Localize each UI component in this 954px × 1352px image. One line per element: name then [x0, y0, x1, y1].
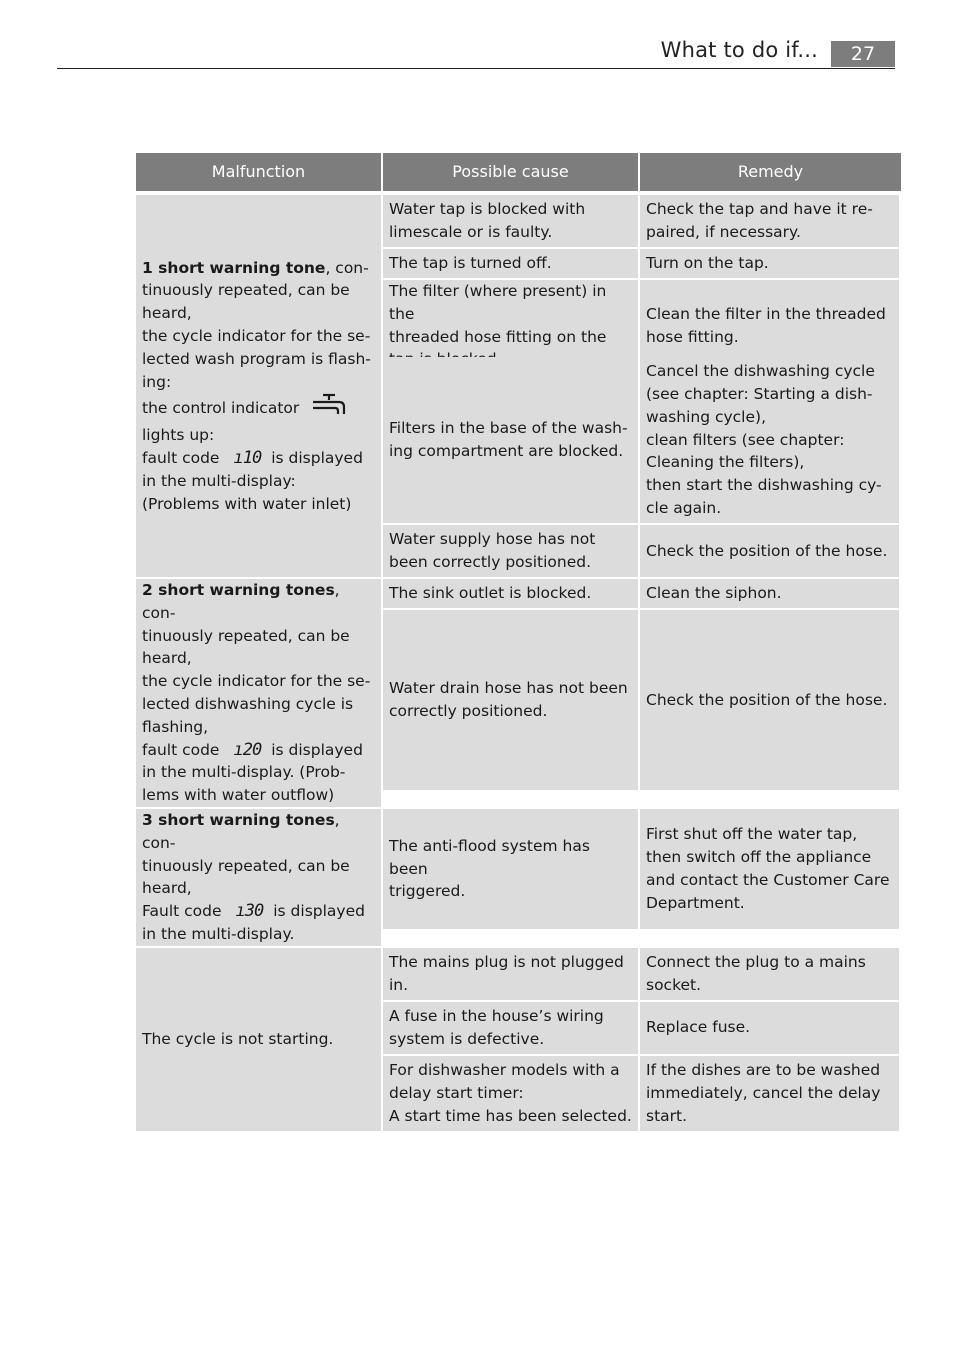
malfunction-text: fault code	[142, 740, 220, 759]
cause-cell: The sink outlet is blocked.	[383, 579, 638, 608]
page-header-title: What to do if...	[660, 38, 818, 62]
malfunction-text: tinuously repeated, can be	[142, 856, 350, 875]
table-group-4	[136, 948, 901, 1131]
cause-cell: Water drain hose has not been correctly positioned.	[383, 610, 638, 790]
fault-code-display: ı30	[235, 901, 264, 922]
remedy-cell: Cancel the dishwashing cycle (see chapter: Starting a dish- washing cycle), clean filters (see chapter: Cleaning the filters), then start the dishwashing cy- cle again.	[640, 357, 899, 523]
malfunction-text: tinuously repeated, can be	[142, 281, 350, 300]
cause-cell: The filter (where present) in the threaded hose fitting on the	[383, 280, 638, 371]
table-row	[383, 195, 899, 247]
column-header-possible-cause: Possible cause	[383, 153, 638, 191]
malfunction-text: the control indicator	[142, 399, 300, 418]
malfunction-text: heard,	[142, 649, 192, 668]
cause-cell: For dishwasher models with a delay start timer: A start time has been selected.	[383, 1056, 638, 1131]
cause-cell: A fuse in the house’s wiring system is defective.	[383, 1002, 638, 1054]
table-group-3	[136, 809, 901, 946]
remedy-cell: Clean the filter in the threaded hose fitting.	[640, 280, 899, 371]
remedy-cell: Check the position of the hose.	[640, 525, 899, 577]
malfunction-cell	[136, 948, 381, 1131]
malfunction-text: tinuously repeated, can be	[142, 626, 350, 645]
malfunction-text: , con-	[325, 258, 369, 277]
malfunction-text: in the multi-display:	[142, 471, 296, 490]
malfunction-text: lems with water outflow)	[142, 786, 335, 805]
malfunction-bold: 2 short warning tones	[142, 581, 335, 599]
malfunction-cell	[136, 195, 381, 577]
malfunction-text: ing:	[142, 372, 172, 391]
malfunction-text: fault code	[142, 448, 220, 467]
cause-cell: Water tap is blocked with limescale or is faulty.	[383, 195, 638, 247]
table-row	[383, 357, 899, 523]
malfunction-cell	[136, 579, 381, 807]
malfunction-text: is displayed	[271, 448, 363, 467]
table-row	[383, 809, 899, 929]
remedy-cell: Connect the plug to a mains socket.	[640, 948, 899, 1000]
water-tap-icon	[311, 393, 349, 424]
malfunction-text: flashing,	[142, 717, 209, 736]
remedy-cell: Turn on the tap.	[640, 249, 899, 278]
remedy-cell: If the dishes are to be washed immediately, cancel the delay start.	[640, 1056, 899, 1131]
table-group-1	[136, 195, 901, 577]
cause-cell: The anti-flood system has been triggered.	[383, 809, 638, 929]
malfunction-text: in the multi-display. (Prob-	[142, 763, 346, 782]
malfunction-text: the cycle indicator for the se-	[142, 327, 371, 345]
table-row	[383, 525, 899, 577]
table-group-2	[136, 579, 901, 807]
table-row	[383, 1056, 899, 1131]
table-row	[383, 280, 899, 355]
malfunction-bold: 1 short warning tone	[142, 258, 326, 277]
table-row	[383, 579, 899, 608]
malfunction-text: lights up:	[142, 426, 215, 445]
remedy-cell: Replace fuse.	[640, 1002, 899, 1054]
malfunction-text: , con-	[142, 810, 340, 852]
malfunction-bold: 3 short warning tones	[142, 810, 335, 829]
remedy-cell: Clean the siphon.	[640, 579, 899, 608]
table-row	[383, 1002, 899, 1054]
cause-cell: Water supply hose has not been correctly positioned.	[383, 525, 638, 577]
troubleshooting-table	[136, 153, 901, 1133]
malfunction-text: lected wash program is flash-	[142, 349, 371, 368]
remedy-cell: Check the tap and have it re- paired, if necessary.	[640, 195, 899, 247]
malfunction-text: the cycle indicator for the se-	[142, 672, 371, 691]
page-number: 27	[831, 41, 895, 67]
fault-code-display: ı20	[233, 739, 262, 760]
malfunction-text: The cycle is not starting.	[142, 1029, 334, 1048]
malfunction-text: lected dishwashing cycle is	[142, 694, 354, 713]
column-header-malfunction: Malfunction	[136, 153, 381, 191]
malfunction-cell	[136, 809, 381, 946]
remedy-cell: First shut off the water tap, then switch off the appliance and contact the Customer Care Department.	[640, 809, 899, 929]
remedy-cell: Check the position of the hose.	[640, 610, 899, 790]
malfunction-text: heard,	[142, 879, 192, 898]
cause-cell: The tap is turned off.	[383, 249, 638, 278]
cause-cell: Filters in the base of the wash- ing compartment are blocked.	[383, 357, 638, 523]
table-row	[383, 249, 899, 278]
malfunction-text: is displayed	[273, 902, 365, 921]
cause-cell: The mains plug is not plugged in.	[383, 948, 638, 1000]
table-row	[383, 610, 899, 790]
malfunction-text: heard,	[142, 304, 192, 323]
malfunction-text: (Problems with water inlet)	[142, 494, 352, 513]
column-header-remedy: Remedy	[640, 153, 901, 191]
malfunction-text: is displayed	[271, 740, 363, 759]
malfunction-text: in the multi-display.	[142, 924, 295, 943]
header-rule	[57, 68, 895, 69]
malfunction-text: , con-	[142, 581, 340, 622]
fault-code-display: ı10	[233, 447, 262, 468]
malfunction-text: Fault code	[142, 902, 222, 921]
table-row	[383, 948, 899, 1000]
